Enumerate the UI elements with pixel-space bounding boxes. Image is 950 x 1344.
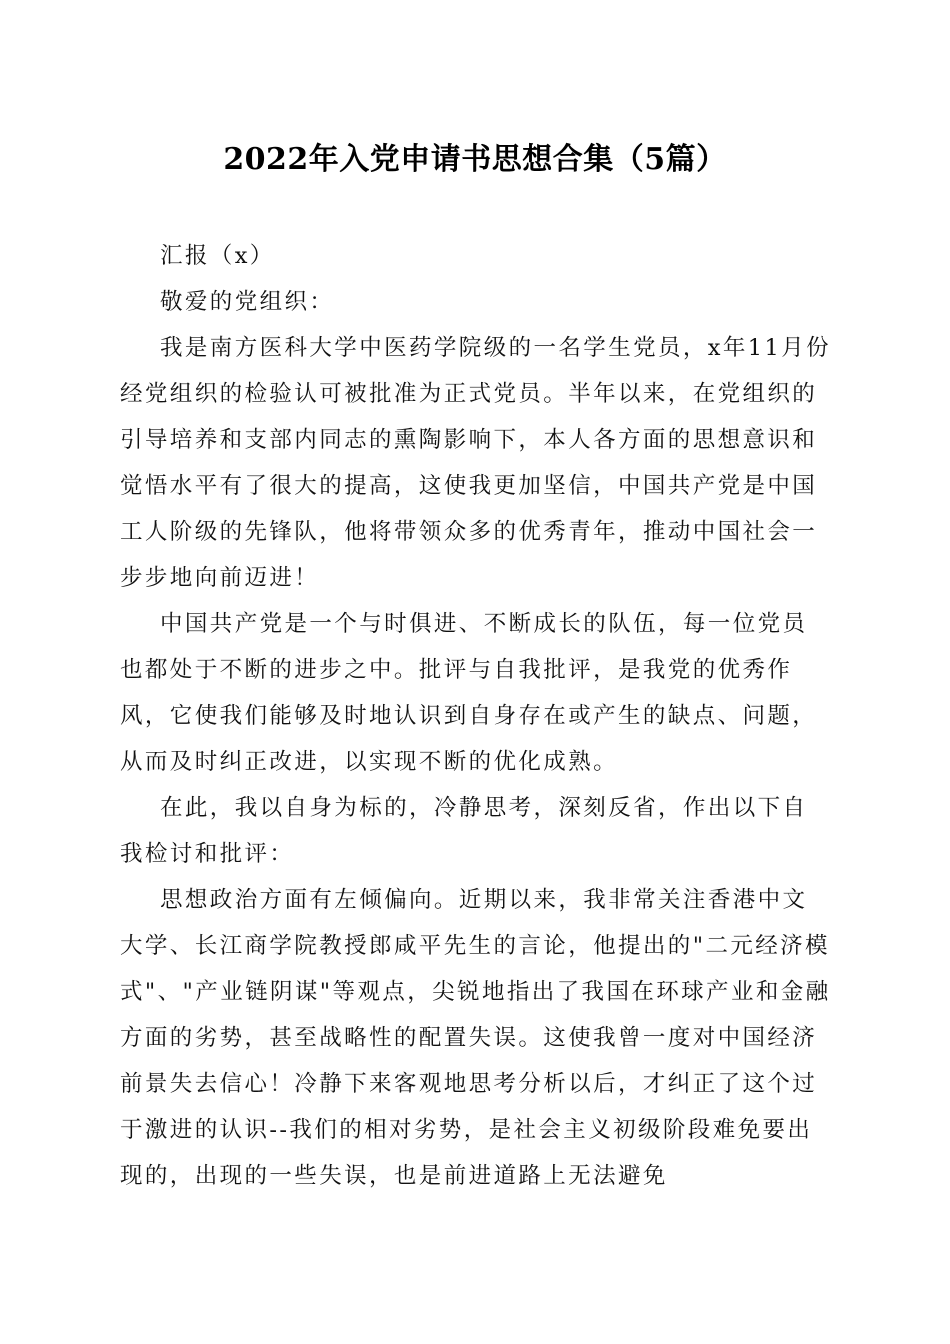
document-body (120, 233, 832, 1199)
body-paragraph: 思想政治方面有左倾偏向。近期以来，我非常关注香港中文大学、长江商学院教授郎咸平先生的言论，他提出的"二元经济模式"、"产业链阴谋"等观点，尖锐地指出了我国在环球产业和金融方面的劣势，甚至战略性的配置失误。这使我曾一度对中国经济前景失去信心！冷静下来客观地思考分析以后，才纠正了这个过于激进的认识--我们的相对劣势，是社会主义初级阶段难免要出现的，出现的一些失误，也是前进道路上无法避免 (120, 887, 831, 1189)
salutation: 敬爱的党组织： (160, 289, 335, 315)
body-paragraph: 我是南方医科大学中医药学院级的一名学生党员，x年11月份经党组织的检验认可被批准为正式党员。半年以来，在党组织的引导培养和支部内同志的熏陶影响下，本人各方面的思想意识和觉悟水平有了很大的提高，这使我更加坚信，中国共产党是中国工人阶级的先锋队，他将带领众多的优秀青年，推动中国社会一步步地向前迈进！ (120, 335, 832, 591)
body-paragraph: 中国共产党是一个与时俱进、不断成长的队伍，每一位党员也都处于不断的进步之中。批评与自我批评，是我党的优秀作风，它使我们能够及时地认识到自身存在或产生的缺点、问题，从而及时纠正改进，以实现不断的优化成熟。 (120, 611, 818, 775)
report-subtitle: 汇报（x） (160, 243, 275, 269)
body-paragraph: 在此，我以自身为标的，冷静思考，深刻反省，作出以下自我检讨和批评： (120, 795, 808, 867)
document-title: 2022年入党申请书思想合集（5篇） (223, 142, 727, 177)
